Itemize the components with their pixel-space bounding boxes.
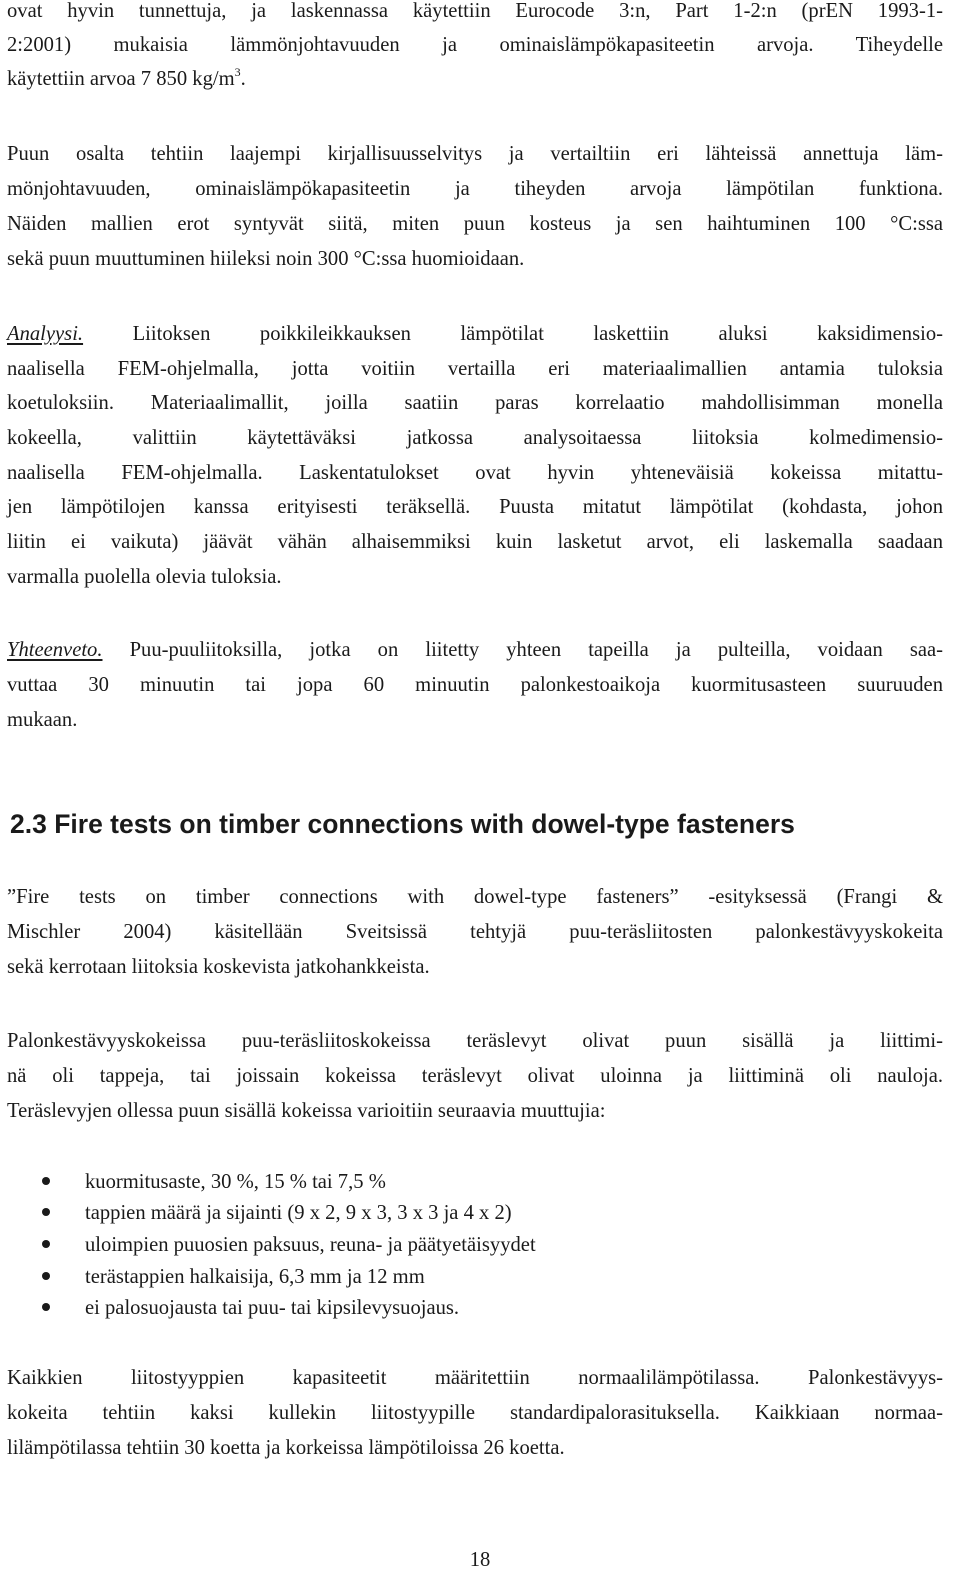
paragraph-line [7,317,943,351]
section-heading: 2.3 Fire tests on timber connections with dowel-type fasteners [10,809,795,839]
run-in-heading-yhteenveto: Yhteenveto. [7,639,103,661]
list-item-text: uloimpien puuosien paksuus, reuna- ja päätyetäisyydet [85,1234,536,1256]
page-number: 18 [469,1549,491,1571]
bullet-icon [42,1240,50,1248]
paragraph-line: jen lämpötilojen kanssa erityisesti teräksellä. Puusta mitatut lämpötilat (kohdasta, johon [7,496,943,518]
text-run: käytettiin arvoa 7 850 kg/m [7,68,235,90]
paragraph-line: kokeita tehtiin kaksi kullekin liitostyypille standardipalorasituksella. Kaikkiaan normaa- [7,1402,943,1424]
paragraph-line: kokeella, valittiin käytettäväksi jatkossa analysoitaessa liitoksia kolmedimensio- [7,427,943,449]
paragraph-line: sekä puun muuttuminen hiileksi noin 300 °C:ssa huomioidaan. [7,248,525,270]
run-in-heading-analyysi: Analyysi. [7,323,84,345]
paragraph-line: Palonkestävyyskokeissa puu-teräsliitoskokeissa teräslevyt olivat puun sisällä ja liittimi- [7,1030,943,1052]
paragraph-line: 2:2001) mukaisia lämmönjohtavuuden ja ominaislämpökapasiteetin arvoja. Tiheydelle [7,34,943,56]
list-item [0,1261,960,1293]
paragraph-line [7,633,943,667]
paragraph-line: Mischler 2004) käsitellään Sveitsissä tehtyjä puu-teräsliitosten palonkestävyyskokeita [7,921,943,943]
list-item-text: ei palosuojausta tai puu- tai kipsilevysuojaus. [85,1297,460,1319]
bullet-icon [42,1208,50,1216]
paragraph-line: Puun osalta tehtiin laajempi kirjallisuusselvitys ja vertailtiin eri lähteissä annettuja läm- [7,143,943,165]
paragraph-line: naalisella FEM-ohjelmalla. Laskentatulokset ovat hyvin yhteneväisiä kokeissa mitattu- [7,462,943,484]
paragraph-line: liitin ei vaikuta) jäävät vähän alhaisemmiksi kuin lasketut arvot, eli laskemalla saadaan [7,531,943,553]
paragraph-line: Näiden mallien erot syntyvät siitä, miten puun kosteus ja sen haihtuminen 100 °C:ssa [7,213,943,235]
paragraph-line: nä oli tappeja, tai joissain kokeissa teräslevyt olivat uloinna ja liittiminä oli nauloja. [7,1065,943,1087]
list-item [0,1166,960,1198]
bullet-icon [42,1303,50,1311]
paragraph-line [7,62,943,98]
bullet-icon [42,1272,50,1280]
text-run: Puu-puuliitoksilla, jotka on liitetty yhteen tapeilla ja pulteilla, voidaan saa- [102,639,943,661]
superscript: 3 [234,65,241,79]
paragraph-line: ovat hyvin tunnettuja, ja laskennassa käytettiin Eurocode 3:n, Part 1-2:n (prEN 1993-1- [7,0,943,22]
bullet-icon [42,1177,50,1185]
paragraph-line: varmalla puolella olevia tuloksia. [7,566,282,588]
paragraph-line: lilämpötilassa tehtiin 30 koetta ja korkeissa lämpötiloissa 26 koetta. [7,1437,565,1459]
list-item [0,1229,960,1261]
paragraph-line: sekä kerrotaan liitoksia koskevista jatkohankkeista. [7,956,430,978]
paragraph-line: mönjohtavuuden, ominaislämpökapasiteetin ja tiheyden arvoja lämpötilan funktiona. [7,178,943,200]
paragraph-line: Teräslevyjen ollessa puun sisällä kokeissa varioitiin seuraavia muuttujia: [7,1100,606,1122]
text-run: . [240,68,246,90]
list-item-text: tappien määrä ja sijainti (9 x 2, 9 x 3, 3 x 3 ja 4 x 2) [85,1202,512,1224]
list-item-text: terästappien halkaisija, 6,3 mm ja 12 mm [85,1266,425,1288]
paragraph-line: Kaikkien liitostyyppien kapasiteetit määritettiin normaalilämpötilassa. Palonkestävyys- [7,1367,943,1389]
list-item [0,1292,960,1324]
list-item [0,1197,960,1229]
paragraph-line: mukaan. [7,709,78,731]
paragraph-line: vuttaa 30 minuutin tai jopa 60 minuutin palonkestoaikoja kuormitusasteen suuruuden [7,674,943,696]
paragraph-line: naalisella FEM-ohjelmalla, jotta voitiin vertailla eri materiaalimallien antamia tuloksia [7,358,943,380]
list-item-text: kuormitusaste, 30 %, 15 % tai 7,5 % [85,1171,386,1193]
text-run: Liitoksen poikkileikkauksen lämpötilat laskettiin aluksi kaksidimensio- [83,323,943,345]
paragraph-line: koetuloksiin. Materiaalimallit, joilla saatiin paras korrelaatio mahdollisimman monella [7,392,943,414]
paragraph-line: ”Fire tests on timber connections with dowel-type fasteners” -esityksessä (Frangi & [7,886,943,908]
